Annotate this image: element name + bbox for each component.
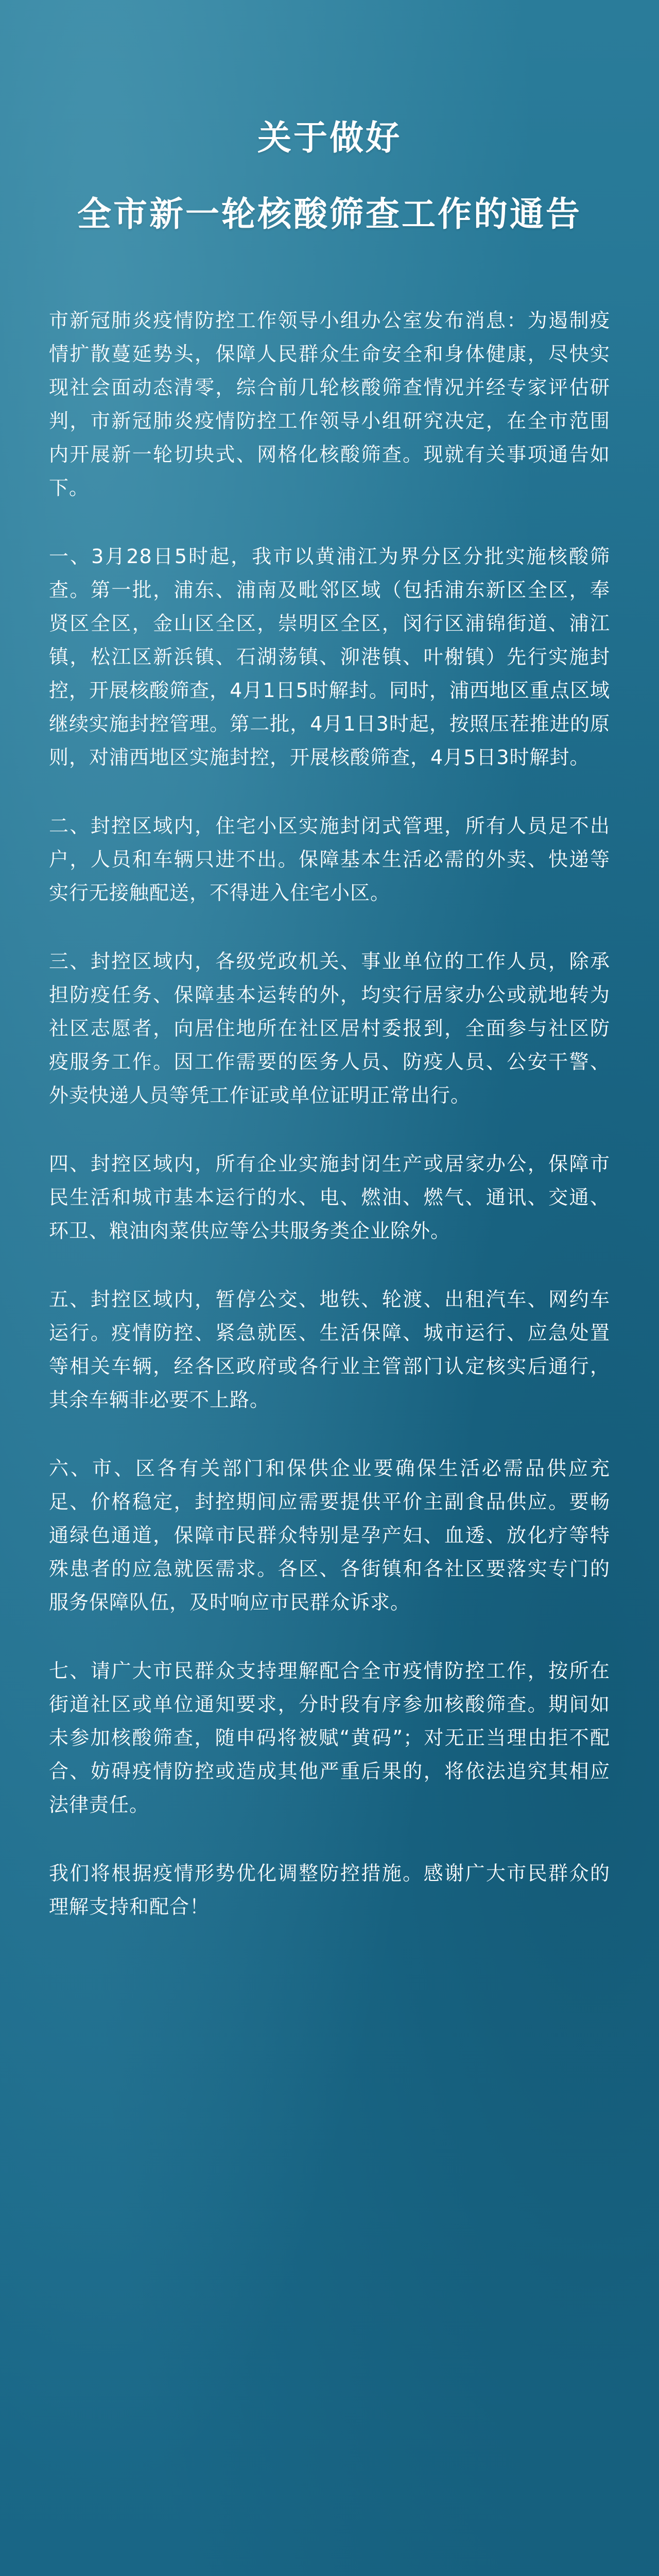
paragraph-item-1: 一、3月28日5时起，我市以黄浦江为界分区分批实施核酸筛查。第一批，浦东、浦南及毗邻区域（包括浦东新区全区，奉贤区全区，金山区全区，崇明区全区，闵行区浦锦街道、浦江镇，松江区新浜镇、石湖荡镇、泖港镇、叶榭镇）先行实施封控，开展核酸筛查，4月1日5时解封。同时，浦西地区重点区域继续实施封控管理。第二批，4月1日3时起，按照压茬推进的原则，对浦西地区实施封控，开展核酸筛查，4月5日3时解封。 [49, 545, 610, 769]
paragraph-item-4: 四、封控区域内，所有企业实施封闭生产或居家办公，保障市民生活和城市基本运行的水、电、燃油、燃气、通讯、交通、环卫、粮油肉菜供应等公共服务类企业除外。 [49, 1153, 610, 1242]
paragraph-item-6: 六、市、区各有关部门和保供企业要确保生活必需品供应充足、价格稳定，封控期间应需要提供平价主副食品供应。要畅通绿色通道，保障市民群众特别是孕产妇、血透、放化疗等特殊患者的应急就医需求。各区、各街镇和各社区要落实专门的服务保障队伍，及时响应市民群众诉求。 [49, 1457, 610, 1614]
title-line-2: 全市新一轮核酸筛查工作的通告 [77, 194, 582, 234]
title-block [0, 118, 659, 234]
announcement-body [49, 304, 610, 1959]
paragraph-item-3: 三、封控区域内，各级党政机关、事业单位的工作人员，除承担防疫任务、保障基本运转的外，均实行居家办公或就地转为社区志愿者，向居住地所在社区居村委报到，全面参与社区防疫服务工作。因工作需要的医务人员、防疫人员、公安干警、外卖快递人员等凭工作证或单位证明正常出行。 [49, 950, 610, 1107]
paragraph-item-7: 七、请广大市民群众支持理解配合全市疫情防控工作，按所在街道社区或单位通知要求，分时段有序参加核酸筛查。期间如未参加核酸筛查，随申码将被赋“黄码”；对无正当理由拒不配合、妨碍疫情防控或造成其他严重后果的，将依法追究其相应法律责任。 [49, 1659, 610, 1816]
paragraph-intro: 市新冠肺炎疫情防控工作领导小组办公室发布消息：为遏制疫情扩散蔓延势头，保障人民群众生命安全和身体健康，尽快实现社会面动态清零，综合前几轮核酸筛查情况并经专家评估研判，市新冠肺炎疫情防控工作领导小组研究决定，在全市范围内开展新一轮切块式、网格化核酸筛查。现就有关事项通告如下。 [49, 309, 610, 499]
title-line-1: 关于做好 [257, 118, 402, 158]
paragraph-item-2: 二、封控区域内，住宅小区实施封闭式管理，所有人员足不出户，人员和车辆只进不出。保障基本生活必需的外卖、快递等实行无接触配送，不得进入住宅小区。 [49, 815, 610, 904]
paragraph-item-5: 五、封控区域内，暂停公交、地铁、轮渡、出租汽车、网约车运行。疫情防控、紧急就医、生活保障、城市运行、应急处置等相关车辆，经各区政府或各行业主管部门认定核实后通行，其余车辆非必要不上路。 [49, 1288, 610, 1411]
paragraph-closing: 我们将根据疫情形势优化调整防控措施。感谢广大市民群众的理解支持和配合！ [49, 1862, 610, 1918]
